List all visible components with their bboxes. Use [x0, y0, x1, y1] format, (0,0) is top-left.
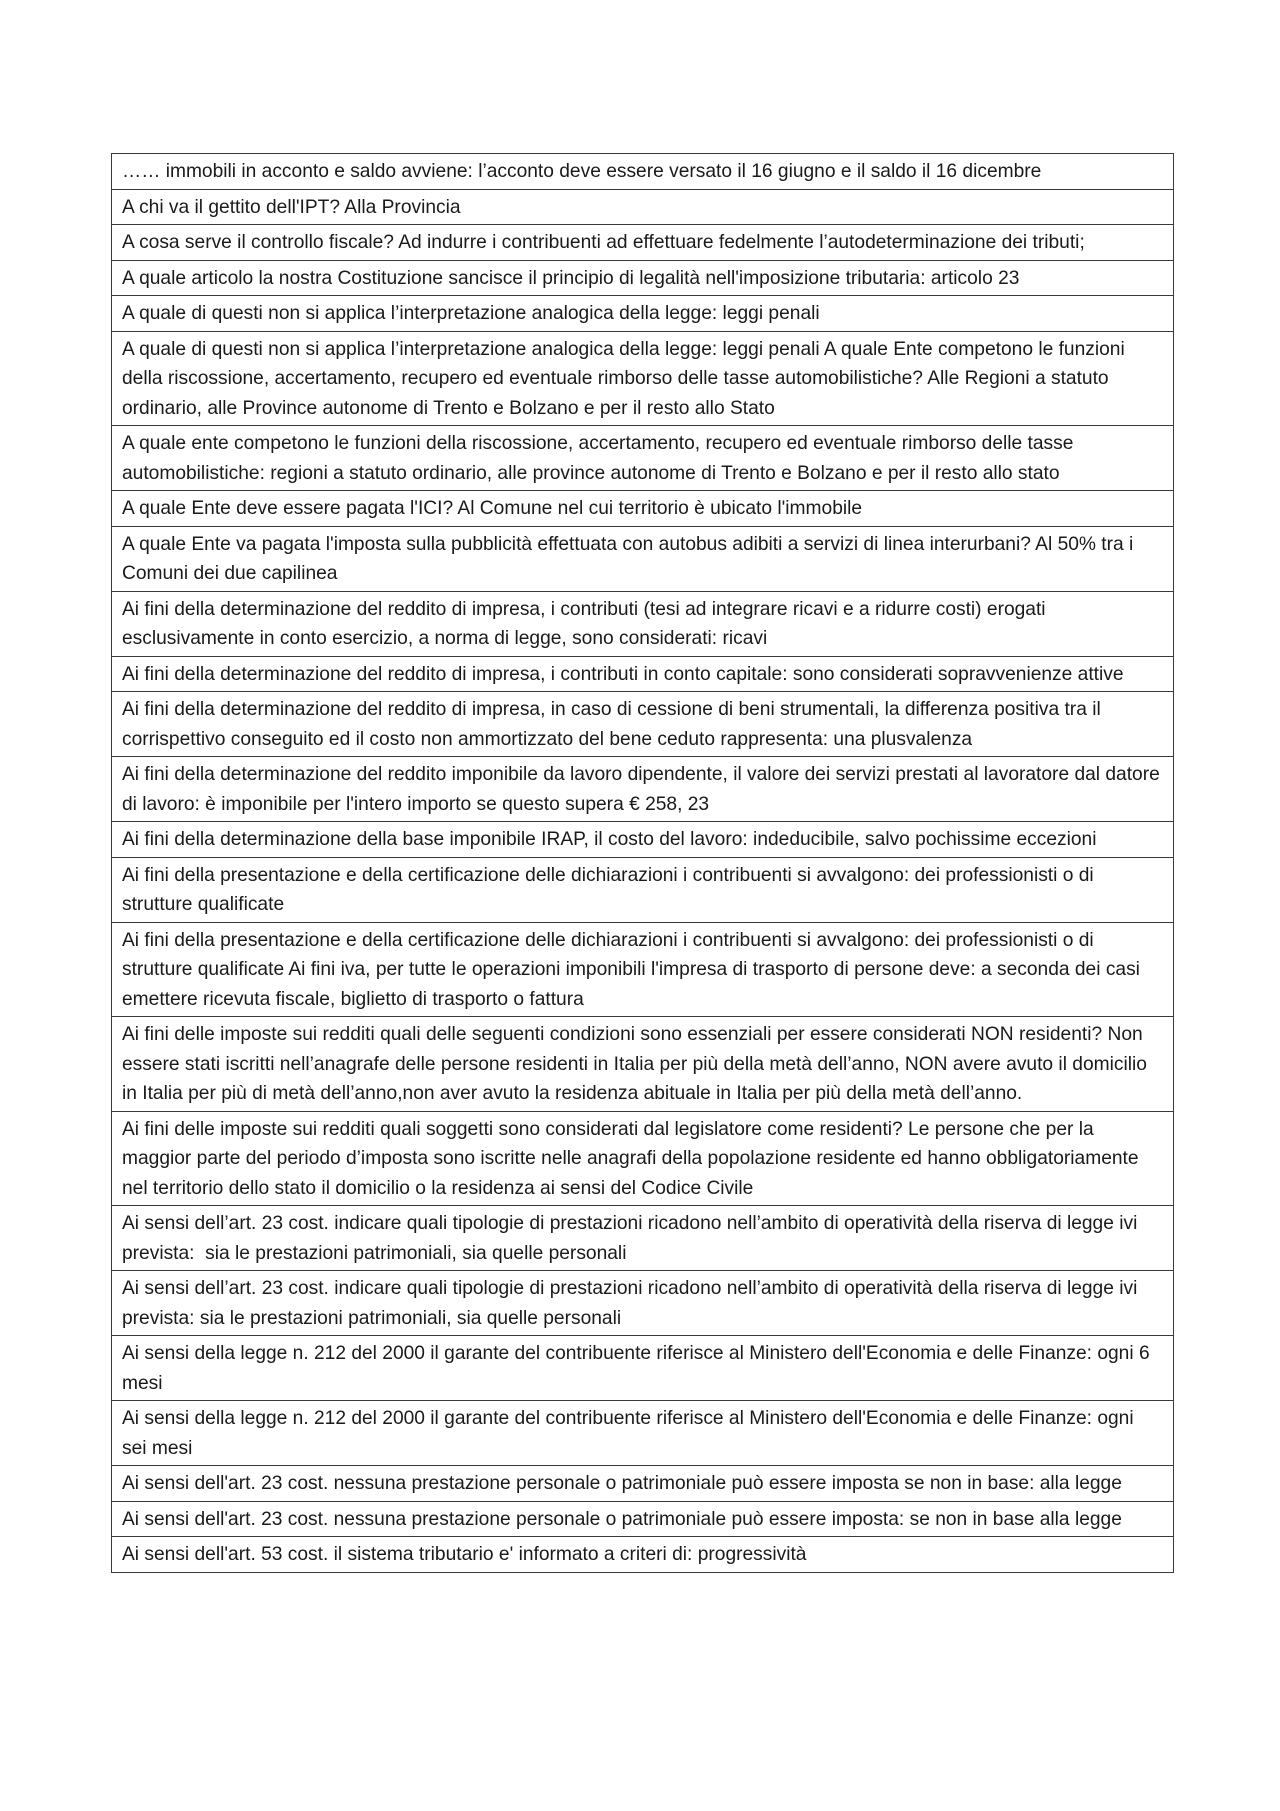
table-row [112, 260, 1174, 296]
table-row [112, 757, 1174, 822]
qa-cell: Ai fini della determinazione della base imponibile IRAP, il costo del lavoro: indeducibile, salvo pochissime eccezioni [112, 822, 1174, 858]
table-row [112, 154, 1174, 190]
table-row [112, 296, 1174, 332]
table-row [112, 1017, 1174, 1112]
qa-cell: Ai sensi della legge n. 212 del 2000 il garante del contribuente riferisce al Ministero dell'Economia e delle Finanze: ogni sei mesi [112, 1401, 1174, 1466]
qa-cell: Ai sensi dell'art. 23 cost. nessuna prestazione personale o patrimoniale può essere imposta: se non in base alla legge [112, 1501, 1174, 1537]
table-row [112, 426, 1174, 491]
table-row [112, 822, 1174, 858]
table-row [112, 491, 1174, 527]
qa-cell: A quale di questi non si applica l’interpretazione analogica della legge: leggi penali A quale Ente competono le funzioni della riscossione, accertamento, recupero ed eventuale rimborso delle tasse automobilistiche? Alle Regioni a statuto ordinario, alle Province autonome di Trento e Bolzano e per il resto allo Stato [112, 331, 1174, 426]
table-row [112, 1271, 1174, 1336]
table-row [112, 1501, 1174, 1537]
table-row [112, 1206, 1174, 1271]
qa-cell: Ai sensi dell’art. 23 cost. indicare quali tipologie di prestazioni ricadono nell’ambito di operatività della riserva di legge ivi prevista: sia le prestazioni patrimoniali, sia quelle personali [112, 1271, 1174, 1336]
qa-cell: A cosa serve il controllo fiscale? Ad indurre i contribuenti ad effettuare fedelmente l’autodeterminazione dei tributi; [112, 225, 1174, 261]
qa-cell: Ai sensi della legge n. 212 del 2000 il garante del contribuente riferisce al Ministero dell'Economia e delle Finanze: ogni 6 mesi [112, 1336, 1174, 1401]
qa-cell: Ai sensi dell'art. 23 cost. nessuna prestazione personale o patrimoniale può essere imposta se non in base: alla legge [112, 1466, 1174, 1502]
table-row [112, 189, 1174, 225]
qa-cell: Ai sensi dell'art. 53 cost. il sistema tributario e' informato a criteri di: progressività [112, 1537, 1174, 1573]
table-row [112, 692, 1174, 757]
qa-table [111, 153, 1174, 1573]
qa-cell: A quale ente competono le funzioni della riscossione, accertamento, recupero ed eventuale rimborso delle tasse automobilistiche: regioni a statuto ordinario, alle province autonome di Trento e Bolzano e per il resto allo stato [112, 426, 1174, 491]
table-row [112, 857, 1174, 922]
qa-cell: Ai fini della determinazione del reddito imponibile da lavoro dipendente, il valore dei servizi prestati al lavoratore dal datore di lavoro: è imponibile per l'intero importo se questo supera € 258, 23 [112, 757, 1174, 822]
qa-cell: Ai fini della presentazione e della certificazione delle dichiarazioni i contribuenti si avvalgono: dei professionisti o di strutture qualificate Ai fini iva, per tutte le operazioni imponibili l'impresa di trasporto di persone deve: a seconda dei casi emettere ricevuta fiscale, biglietto di trasporto o fattura [112, 922, 1174, 1017]
qa-cell: A chi va il gettito dell'IPT? Alla Provincia [112, 189, 1174, 225]
qa-cell: Ai fini della determinazione del reddito di impresa, i contributi (tesi ad integrare ricavi e a ridurre costi) erogati esclusivamente in conto esercizio, a norma di legge, sono considerati: ricavi [112, 591, 1174, 656]
qa-cell: Ai fini della determinazione del reddito di impresa, in caso di cessione di beni strumentali, la differenza positiva tra il corrispettivo conseguito ed il costo non ammortizzato del bene ceduto rappresenta: una plusvalenza [112, 692, 1174, 757]
table-row [112, 1537, 1174, 1573]
table-row [112, 526, 1174, 591]
qa-cell: A quale di questi non si applica l’interpretazione analogica della legge: leggi penali [112, 296, 1174, 332]
qa-cell: Ai fini delle imposte sui redditi quali delle seguenti condizioni sono essenziali per essere considerati NON residenti? Non essere stati iscritti nell’anagrafe delle persone residenti in Italia per più della metà dell’anno, NON avere avuto il domicilio in Italia per più di metà dell’anno,non aver avuto la residenza abituale in Italia per più della metà dell’anno. [112, 1017, 1174, 1112]
table-row [112, 225, 1174, 261]
qa-cell: Ai fini della presentazione e della certificazione delle dichiarazioni i contribuenti si avvalgono: dei professionisti o di strutture qualificate [112, 857, 1174, 922]
table-row [112, 922, 1174, 1017]
table-row [112, 656, 1174, 692]
table-row [112, 1111, 1174, 1206]
qa-cell: Ai sensi dell’art. 23 cost. indicare quali tipologie di prestazioni ricadono nell’ambito di operatività della riserva di legge ivi prevista: sia le prestazioni patrimoniali, sia quelle personali [112, 1206, 1174, 1271]
qa-cell: …… immobili in acconto e saldo avviene: l’acconto deve essere versato il 16 giugno e il saldo il 16 dicembre [112, 154, 1174, 190]
qa-cell: Ai fini della determinazione del reddito di impresa, i contributi in conto capitale: sono considerati sopravvenienze attive [112, 656, 1174, 692]
qa-cell: A quale Ente deve essere pagata l'ICI? Al Comune nel cui territorio è ubicato l'immobile [112, 491, 1174, 527]
qa-cell: A quale Ente va pagata l'imposta sulla pubblicità effettuata con autobus adibiti a servizi di linea interurbani? Al 50% tra i Comuni dei due capilinea [112, 526, 1174, 591]
table-row [112, 1401, 1174, 1466]
table-row [112, 591, 1174, 656]
table-row [112, 331, 1174, 426]
qa-cell: Ai fini delle imposte sui redditi quali soggetti sono considerati dal legislatore come residenti? Le persone che per la maggior parte del periodo d’imposta sono iscritte nelle anagrafi della popolazione residente ed hanno obbligatoriamente nel territorio dello stato il domicilio o la residenza ai sensi del Codice Civile [112, 1111, 1174, 1206]
table-row [112, 1336, 1174, 1401]
qa-cell: A quale articolo la nostra Costituzione sancisce il principio di legalità nell'imposizione tributaria: articolo 23 [112, 260, 1174, 296]
qa-table-body [112, 154, 1174, 1573]
table-row [112, 1466, 1174, 1502]
